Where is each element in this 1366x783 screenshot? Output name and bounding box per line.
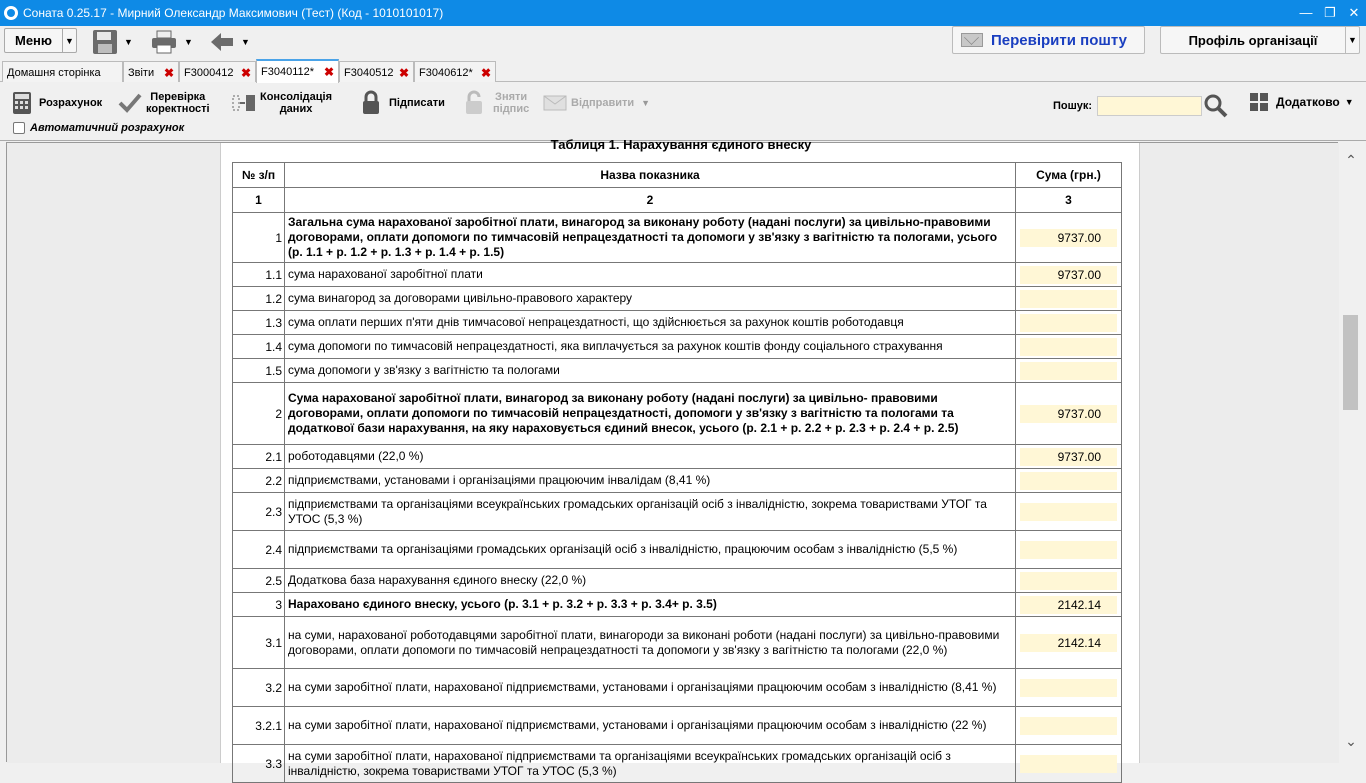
row-indicator-name: Сума нарахованої заробітної плати, винагород за виконану роботу (надані послуги) за цивільно- правовими договорами, оплати допомоги по тимчасовій непрацездатності, допомоги у зв'язку з вагітністю та пологами та додаткової бази нарахування, на яку нараховується єдиний внесок, усього (р. 2.1 + р. 2.2 + р. 2.3 + р. 2.4 + р. 2.5) [285,383,1016,445]
row-sum-cell [1016,569,1122,593]
row-indicator-name: Нараховано єдиного внеску, усього (р. 3.1 + р. 3.2 + р. 3.3 + р. 3.4+ р. 3.5) [285,593,1016,617]
app-logo-icon [4,6,18,20]
close-icon[interactable]: ✕ [1348,5,1360,20]
consolidate-data-button[interactable] [232,87,332,119]
row-number: 1.5 [233,359,285,383]
table-row [233,617,1122,669]
col-header-sum: Сума (грн.) [1016,163,1122,188]
sum-input[interactable]: 9737.00 [1020,229,1117,247]
tab-f3000412[interactable] [179,61,256,82]
row-sum-cell [1016,383,1122,445]
row-sum-cell [1016,335,1122,359]
sign-button[interactable] [362,87,445,119]
table-row [233,383,1122,445]
row-indicator-name: сума допомоги у зв'язку з вагітністю та пологами [285,359,1016,383]
row-number: 2.2 [233,469,285,493]
consolidate-label-1: Консолідація [260,91,333,103]
sign-label: Підписати [389,97,445,109]
document-view [6,137,1338,778]
sum-input[interactable] [1020,755,1117,773]
main-toolbar [0,26,1366,60]
envelope-icon [961,33,983,47]
table-row [233,531,1122,569]
sum-input[interactable] [1020,314,1117,332]
table-row [233,745,1122,783]
contribution-table [232,162,1122,783]
org-profile-button[interactable] [1160,26,1360,54]
chevron-down-icon[interactable]: ⌄ [1345,733,1357,749]
chevron-up-icon[interactable]: ⌃ [1345,152,1357,168]
sum-input[interactable] [1020,472,1117,490]
page-margin-left [7,143,220,763]
chevron-down-icon[interactable]: ▼ [62,29,76,52]
close-icon[interactable]: ✖ [323,65,334,79]
table-row [233,469,1122,493]
checkbox-icon[interactable] [13,122,25,134]
table-row [233,669,1122,707]
row-number: 1.3 [233,311,285,335]
table-row [233,287,1122,311]
sum-input[interactable] [1020,572,1117,590]
send-label: Відправити [571,97,635,109]
row-number: 3.2.1 [233,707,285,745]
checkmark-icon [118,92,142,114]
table-row [233,359,1122,383]
row-sum-cell [1016,469,1122,493]
auto-calc-checkbox[interactable] [13,122,184,134]
more-button[interactable] [1250,93,1354,111]
tab-label: F3040512 [344,67,394,79]
table-row [233,213,1122,263]
check-label-2: коректності [146,103,210,115]
row-number: 3.1 [233,617,285,669]
row-number: 3.2 [233,669,285,707]
table-row [233,311,1122,335]
row-sum-cell [1016,263,1122,287]
chevron-down-icon[interactable]: ▼ [641,98,651,108]
report-sheet [220,137,1140,778]
row-sum-cell [1016,213,1122,263]
row-indicator-name: на суми заробітної плати, нарахованої підприємствами, установами і організаціями працюючим особам з інвалідністю (8,41 %) [285,669,1016,707]
chevron-down-icon[interactable]: ▼ [241,37,250,47]
menu-button[interactable] [4,28,77,53]
table-row [233,335,1122,359]
row-indicator-name: на суми заробітної плати, нарахованої підприємствами, установами і організаціями працюючим особам з інвалідністю (22 %) [285,707,1016,745]
tab-home[interactable] [2,61,123,82]
col-index-1: 1 [233,188,285,213]
restore-icon[interactable]: ❐ [1324,5,1336,20]
tab-label: Домашня сторінка [7,67,101,79]
page-margin-right [1140,143,1339,763]
calculate-label: Розрахунок [39,97,103,109]
search-label: Пошук: [1053,100,1093,112]
unlock-icon [465,91,483,115]
table-row [233,493,1122,531]
envelope-icon [543,95,567,111]
check-mail-button[interactable] [952,26,1145,54]
org-profile-label: Профіль організації [1188,32,1318,48]
save-button[interactable] [92,28,133,56]
table-row [233,445,1122,469]
row-sum-cell [1016,311,1122,335]
row-sum-cell [1016,593,1122,617]
auto-calc-label: Автоматичний розрахунок [30,122,185,134]
grid-icon [1250,93,1268,111]
close-icon[interactable]: ✖ [398,66,409,80]
sum-input[interactable] [1020,362,1117,380]
vertical-scrollbar[interactable] [1340,142,1362,762]
remove-signature-button[interactable] [465,87,529,119]
close-icon[interactable]: ✖ [163,66,174,80]
search-input[interactable] [1097,96,1202,116]
row-sum-cell [1016,669,1122,707]
calculator-icon [12,91,32,115]
more-label: Додатково [1276,95,1340,109]
row-sum-cell [1016,745,1122,783]
tab-label: F3040112* [261,66,315,78]
sum-input[interactable]: 9737.00 [1020,266,1117,284]
row-indicator-name: Загальна сума нарахованої заробітної плати, винагород за виконану роботу (надані послуги) за цивільно-правовими договорами, оплати допомоги по тимчасовій непрацездатності та допомоги у зв'язку з вагітністю та пологами, усього (р. 1.1 + р. 1.2 + р. 1.3 + р. 1.4 + р. 1.5) [285,213,1016,263]
row-indicator-name: сума винагород за договорами цивільно-правового характеру [285,287,1016,311]
row-number: 2 [233,383,285,445]
search-icon[interactable] [1204,94,1228,118]
sum-input[interactable] [1020,717,1117,735]
chevron-down-icon[interactable]: ▼ [124,37,133,47]
send-button[interactable] [543,87,650,119]
consolidate-label-2: даних [279,103,313,115]
row-sum-cell [1016,359,1122,383]
row-indicator-name: на суми заробітної плати, нарахованої підприємствами та організаціями всеукраїнських громадських організацій осіб з інвалідністю, зокрема товариствами УТОГ та УТОС (5,3 %) [285,745,1016,783]
tab-reports[interactable] [123,61,179,82]
table-row [233,593,1122,617]
table-title: Таблиця 1. Нарахування єдиного внеску [550,137,812,152]
sum-input[interactable]: 9737.00 [1020,405,1117,423]
save-icon [92,29,118,55]
row-number: 2.3 [233,493,285,531]
unsign-label-1: Зняти [495,91,528,103]
tab-label: F3040612* [419,67,473,79]
col-index-3: 3 [1016,188,1122,213]
back-button[interactable] [209,28,250,56]
chevron-down-icon[interactable]: ▼ [1345,27,1359,53]
row-sum-cell [1016,493,1122,531]
table-row [233,569,1122,593]
tab-f3040512[interactable] [339,61,414,82]
tab-label: F3000412 [184,67,234,79]
row-sum-cell [1016,445,1122,469]
row-sum-cell [1016,707,1122,745]
close-icon[interactable]: ✖ [240,66,251,80]
tab-f3040112[interactable] [256,59,339,83]
table-row [233,263,1122,287]
row-number: 3.3 [233,745,285,783]
window-controls [1294,0,1366,26]
row-indicator-name: підприємствами та організаціями громадських організацій осіб з інвалідністю, працюючим особам з інвалідністю (5,5 %) [285,531,1016,569]
window-titlebar [0,0,1366,26]
row-number: 1.4 [233,335,285,359]
row-sum-cell [1016,531,1122,569]
row-indicator-name: Додаткова база нарахування єдиного внеску (22,0 %) [285,569,1016,593]
sum-input[interactable]: 2142.14 [1020,634,1117,652]
row-sum-cell [1016,287,1122,311]
sum-input[interactable] [1020,541,1117,559]
row-indicator-name: підприємствами та організаціями всеукраїнських громадських організацій осіб з інвалідністю, зокрема товариствами УТОГ та УТОС (5,3 %) [285,493,1016,531]
row-indicator-name: сума допомоги по тимчасовій непрацездатності, яка виплачується за рахунок коштів фонду соціального страхування [285,335,1016,359]
chevron-down-icon: ▼ [1344,97,1354,107]
row-number: 1 [233,213,285,263]
calculate-button[interactable] [12,87,102,119]
row-number: 1.2 [233,287,285,311]
sum-input[interactable]: 2142.14 [1020,596,1117,614]
row-number: 1.1 [233,263,285,287]
row-number: 2.1 [233,445,285,469]
row-indicator-name: сума нарахованої заробітної плати [285,263,1016,287]
document-tabs [0,60,1366,82]
row-sum-cell [1016,617,1122,669]
row-indicator-name: роботодавцями (22,0 %) [285,445,1016,469]
arrow-left-icon [209,29,235,55]
document-toolbar [0,83,1366,141]
scrollbar-thumb[interactable] [1343,315,1358,410]
sum-input[interactable] [1020,290,1117,308]
row-indicator-name: підприємствами, установами і організаціями працюючим інвалідам (8,41 %) [285,469,1016,493]
col-header-num: № з/п [233,163,285,188]
chevron-down-icon[interactable]: ▼ [184,37,193,47]
check-label-1: Перевірка [150,91,206,103]
col-index-2: 2 [285,188,1016,213]
row-indicator-name: на суми, нарахованої роботодавцями заробітної плати, винагороди за виконані роботи (надані послуги) за цивільно-правовими договорами, оплати допомоги по тимчасовій непрацездатності та допомоги у зв'язку з вагітністю та пологами (22,0 %) [285,617,1016,669]
consolidate-icon [232,92,256,114]
tab-f3040612[interactable] [414,61,496,82]
printer-icon [150,29,178,55]
sum-input[interactable] [1020,338,1117,356]
sum-input[interactable] [1020,503,1117,521]
sum-input[interactable]: 9737.00 [1020,448,1117,466]
minimize-icon[interactable]: — [1299,5,1313,20]
window-title: Соната 0.25.17 - Мирний Олександр Максимович (Тест) (Код - 1010101017) [23,6,444,20]
check-correctness-button[interactable] [118,87,210,119]
menu-button-label: Меню [14,33,52,48]
check-mail-label: Перевірити пошту [991,31,1127,49]
unsign-label-2: підпис [493,103,530,115]
table-row [233,707,1122,745]
close-icon[interactable]: ✖ [480,66,491,80]
tab-label: Звіти [128,67,155,79]
row-number: 2.4 [233,531,285,569]
print-button[interactable] [150,28,193,56]
row-number: 3 [233,593,285,617]
lock-icon [362,91,380,115]
row-indicator-name: сума оплати перших п'яти днів тимчасової непрацездатності, що здійснюється за рахунок коштів роботодавця [285,311,1016,335]
row-number: 2.5 [233,569,285,593]
col-header-name: Назва показника [285,163,1016,188]
sum-input[interactable] [1020,679,1117,697]
